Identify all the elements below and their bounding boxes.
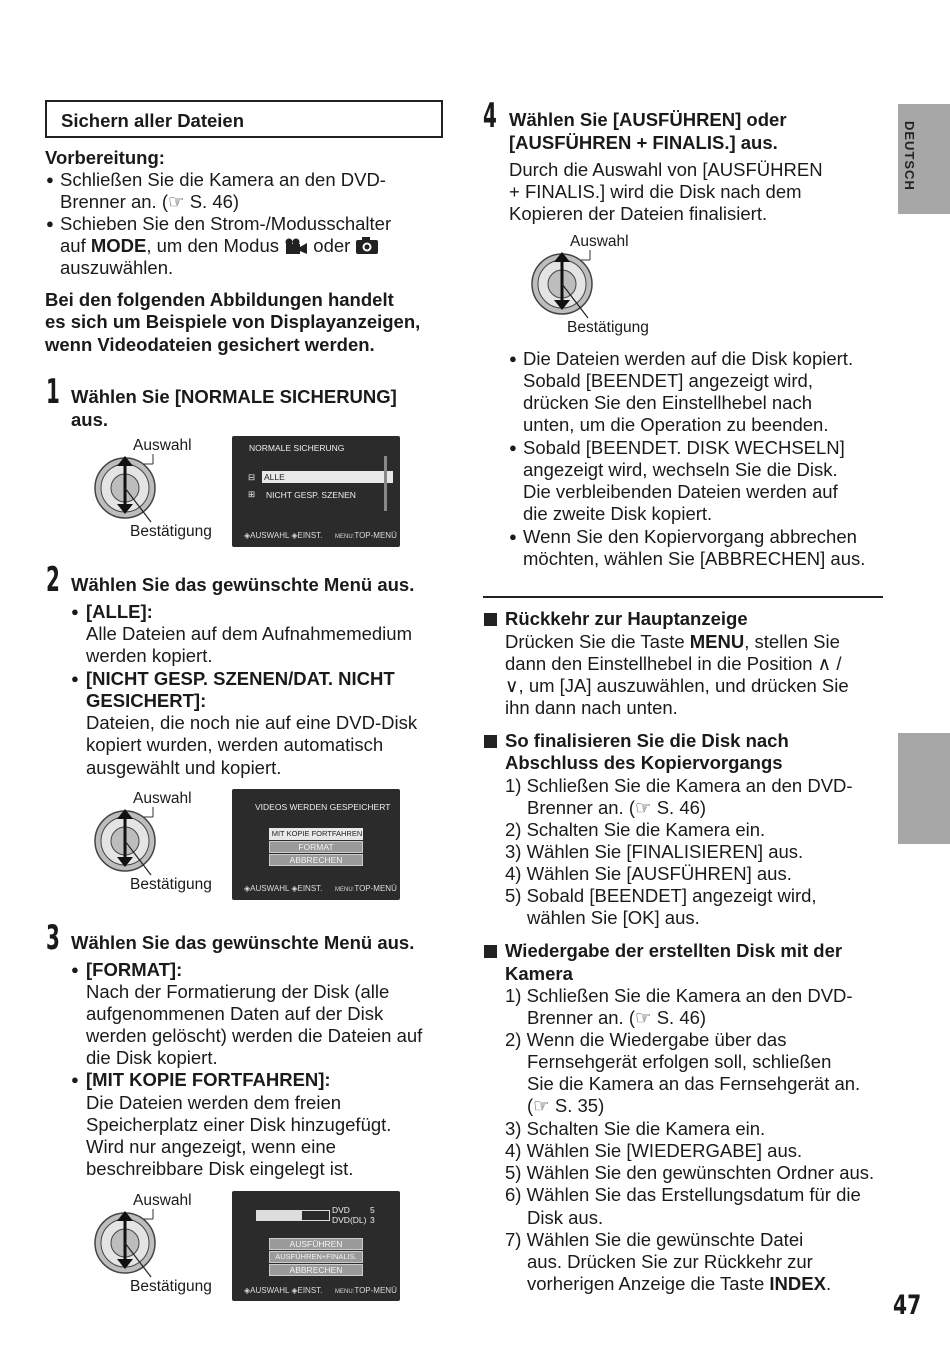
- disk-capacity-fill: [257, 1211, 302, 1220]
- finalize-step: 2) Schalten Sie die Kamera ein.: [505, 819, 766, 840]
- scrollbar: [384, 456, 387, 511]
- step-2-title: Wählen Sie das gewünschte Menü aus.: [71, 574, 415, 595]
- control-dial-icon: [530, 248, 602, 320]
- video-mode-icon: [284, 238, 308, 254]
- step-3-title: Wählen Sie das gewünschte Menü aus.: [71, 932, 415, 953]
- note-3-line-1: Wenn Sie den Kopiervorgang abbrechen: [523, 526, 857, 547]
- control-dial-icon: [93, 805, 165, 877]
- section-title-box: [45, 100, 443, 138]
- disk-icon: ⊞: [248, 489, 256, 499]
- section-return-line-4: ihn dann nach unten.: [505, 697, 678, 718]
- option-alle: [ALLE]:: [86, 601, 153, 622]
- menu-item-selected: ALLE: [262, 471, 393, 483]
- step-4-number: 4: [483, 96, 497, 136]
- section-title: Sichern aller Dateien: [61, 110, 245, 131]
- dial-confirm-label: Bestätigung: [130, 876, 212, 893]
- option-format-desc-4: die Disk kopiert.: [86, 1047, 218, 1068]
- option-mit-kopie-desc-4: beschreibbare Disk eingelegt ist.: [86, 1158, 354, 1179]
- dvd-label: DVD: [332, 1205, 350, 1215]
- example-note-line-2: es sich um Beispiele von Displayanzeigen,: [45, 311, 421, 332]
- prep-bullet-2-line-2: auf MODE, um den Modus oder: [60, 235, 379, 257]
- prep-title: Vorbereitung:: [45, 147, 165, 168]
- finalize-step: 4) Wählen Sie [AUSFÜHREN] aus.: [505, 863, 792, 884]
- playback-step: 1) Schließen Sie die Kamera an den DVD-: [505, 985, 853, 1006]
- playback-step: vorherigen Anzeige die Taste INDEX.: [527, 1273, 832, 1294]
- finalize-step: wählen Sie [OK] aus.: [527, 907, 700, 928]
- dial-select-label: Auswahl: [133, 1192, 192, 1209]
- square-bullet-icon: [484, 613, 497, 626]
- page-number: 47: [893, 1290, 922, 1321]
- step-3-number: 3: [46, 918, 60, 958]
- finalize-step: 5) Sobald [BEENDET] angezeigt wird,: [505, 885, 817, 906]
- screen-title: NORMALE SICHERUNG: [249, 443, 345, 453]
- note-1-line-1: Die Dateien werden auf die Disk kopiert.: [523, 348, 854, 369]
- option-format-desc-1: Nach der Formatierung der Disk (alle: [86, 981, 390, 1002]
- screen-footer: ◈AUSWAHL ◈EINST.: [244, 531, 323, 540]
- screen-footer-menu: MENU:TOP-MENÜ: [335, 884, 397, 893]
- step-1-title-line-1: Wählen Sie [NORMALE SICHERUNG]: [71, 386, 397, 407]
- option-alle-desc-1: Alle Dateien auf dem Aufnahmemedium: [86, 623, 412, 644]
- screen-footer-menu: MENU:TOP-MENÜ: [335, 1286, 397, 1295]
- disk-icon: ⊟: [248, 472, 256, 482]
- menu-item: NICHT GESP. SZENEN: [266, 490, 356, 500]
- note-1-line-4: unten, um die Operation zu beenden.: [523, 414, 829, 435]
- dial-confirm-label: Bestätigung: [567, 319, 649, 336]
- menu-item: ABBRECHEN: [269, 854, 363, 866]
- playback-step: 3) Schalten Sie die Kamera ein.: [505, 1118, 766, 1139]
- prep-bullet-1-line-2: Brenner an. (☞ S. 46): [60, 191, 240, 212]
- menu-item-selected: MIT KOPIE FORTFAHREN: [269, 828, 363, 840]
- screen-title: VIDEOS WERDEN GESPEICHERT: [255, 802, 391, 812]
- dvd-dl-count: 3: [370, 1215, 375, 1225]
- note-2-line-4: die zweite Disk kopiert.: [523, 503, 713, 524]
- step-2-number: 2: [46, 560, 60, 600]
- playback-step: Disk aus.: [527, 1207, 604, 1228]
- option-mit-kopie-desc-1: Die Dateien werden dem freien: [86, 1092, 342, 1113]
- screen-footer: ◈AUSWAHL ◈EINST.: [244, 884, 323, 893]
- option-alle-desc-2: werden kopiert.: [86, 645, 213, 666]
- dial-select-label: Auswahl: [570, 233, 629, 250]
- option-format-desc-2: aufgenommenen Daten auf der Disk: [86, 1003, 384, 1024]
- control-dial-icon: [93, 452, 165, 524]
- section-playback-title: Wiedergabe der erstellten Disk mit der: [484, 940, 842, 962]
- playback-step: 6) Wählen Sie das Erstellungsdatum für die: [505, 1184, 861, 1205]
- dvd-dl-label: DVD(DL): [332, 1215, 367, 1225]
- camera-mode-icon: [355, 237, 379, 254]
- step-4-desc-1: Durch die Auswahl von [AUSFÜHREN: [509, 159, 823, 180]
- square-bullet-icon: [484, 735, 497, 748]
- lcd-screen-saving: [232, 789, 400, 900]
- finalize-step: 1) Schließen Sie die Kamera an den DVD-: [505, 775, 853, 796]
- menu-item: AUSFÜHREN+FINALIS.: [269, 1251, 363, 1263]
- control-dial-icon: [93, 1207, 165, 1279]
- option-format-desc-3: werden gelöscht) werden die Dateien auf: [86, 1025, 423, 1046]
- screen-footer: ◈AUSWAHL ◈EINST.: [244, 1286, 323, 1295]
- option-mit-kopie-desc-3: Wird nur angezeigt, wenn eine: [86, 1136, 336, 1157]
- step-4-desc-2: + FINALIS.] wird die Disk nach dem: [509, 181, 802, 202]
- note-2-line-1: Sobald [BEENDET. DISK WECHSELN]: [523, 437, 845, 458]
- bullet-icon: ●: [509, 529, 517, 544]
- bullet-icon: ●: [46, 172, 54, 187]
- option-mit-kopie-desc-2: Speicherplatz einer Disk hinzugefügt.: [86, 1114, 392, 1135]
- bullet-icon: ●: [71, 604, 79, 619]
- bullet-icon: ●: [46, 216, 54, 231]
- step-1-number: 1: [46, 372, 60, 412]
- note-2-line-3: Die verbleibenden Dateien werden auf: [523, 481, 838, 502]
- side-tab-label: DEUTSCH: [902, 121, 917, 191]
- note-1-line-2: Sobald [BEENDET] angezeigt wird,: [523, 370, 813, 391]
- note-1-line-3: drücken Sie den Einstellhebel nach: [523, 392, 812, 413]
- section-return-title: Rückkehr zur Hauptanzeige: [484, 608, 748, 630]
- bullet-icon: ●: [71, 671, 79, 686]
- step-4-title-line-1: Wählen Sie [AUSFÜHREN] oder: [509, 109, 787, 130]
- bullet-icon: ●: [71, 962, 79, 977]
- playback-step: Sie die Kamera an das Fernsehgerät an.: [527, 1073, 861, 1094]
- screen-footer-menu: MENU:TOP-MENÜ: [335, 531, 397, 540]
- option-nicht-line-1: [NICHT GESP. SZENEN/DAT. NICHT: [86, 668, 395, 689]
- example-note-line-1: Bei den folgenden Abbildungen handelt: [45, 289, 394, 310]
- section-finalize-title-2: Abschluss des Kopiervorgangs: [505, 752, 783, 773]
- dvd-count: 5: [370, 1205, 375, 1215]
- dial-confirm-label: Bestätigung: [130, 523, 212, 540]
- menu-item: FORMAT: [269, 841, 363, 853]
- playback-step: 4) Wählen Sie [WIEDERGABE] aus.: [505, 1140, 803, 1161]
- option-mit-kopie: [MIT KOPIE FORTFAHREN]:: [86, 1069, 331, 1090]
- menu-item: AUSFÜHREN: [269, 1238, 363, 1250]
- dial-select-label: Auswahl: [133, 790, 192, 807]
- playback-step: aus. Drücken Sie zur Rückkehr zur: [527, 1251, 813, 1272]
- note-2-line-2: angezeigt wird, wechseln Sie die Disk.: [523, 459, 838, 480]
- option-format: [FORMAT]:: [86, 959, 183, 980]
- section-return-line-2: dann den Einstellhebel in die Position ∧ /: [505, 653, 842, 674]
- option-nicht-desc-1: Dateien, die noch nie auf eine DVD-Disk: [86, 712, 418, 733]
- prep-bullet-2-line-3: auszuwählen.: [60, 257, 174, 278]
- section-return-line-1: Drücken Sie die Taste MENU, stellen Sie: [505, 631, 840, 652]
- menu-item: ABBRECHEN: [269, 1264, 363, 1276]
- section-finalize-title: So finalisieren Sie die Disk nach: [484, 730, 789, 752]
- step-1-title-line-2: aus.: [71, 409, 109, 430]
- section-return-line-3: ∨, um [JA] auszuwählen, und drücken Sie: [505, 675, 849, 696]
- dial-confirm-label: Bestätigung: [130, 1278, 212, 1295]
- note-3-line-2: möchten, wählen Sie [ABBRECHEN] aus.: [523, 548, 866, 569]
- finalize-step: 3) Wählen Sie [FINALISIEREN] aus.: [505, 841, 804, 862]
- lcd-screen-execute: [232, 1191, 400, 1301]
- example-note-line-3: wenn Videodateien gesichert werden.: [45, 334, 375, 355]
- playback-step: 5) Wählen Sie den gewünschten Ordner aus.: [505, 1162, 875, 1183]
- playback-step: Fernsehgerät erfolgen soll, schließen: [527, 1051, 832, 1072]
- prep-bullet-1-line-1: Schließen Sie die Kamera an den DVD-: [60, 169, 386, 190]
- bullet-icon: ●: [509, 351, 517, 366]
- prep-bullet-2-line-1: Schieben Sie den Strom-/Modusschalter: [60, 213, 392, 234]
- disk-capacity-bar: [256, 1210, 330, 1221]
- bullet-icon: ●: [509, 440, 517, 455]
- dial-select-label: Auswahl: [133, 437, 192, 454]
- section-divider: [483, 596, 883, 598]
- option-nicht-line-2: GESICHERT]:: [86, 690, 207, 711]
- section-playback-title-2: Kamera: [505, 963, 573, 984]
- playback-step: Brenner an. (☞ S. 46): [527, 1007, 707, 1028]
- option-nicht-desc-2: kopiert wurden, werden automatisch: [86, 734, 384, 755]
- step-4-title-line-2: [AUSFÜHREN + FINALIS.] aus.: [509, 132, 778, 153]
- side-tab-marker: [898, 733, 950, 844]
- finalize-step: Brenner an. (☞ S. 46): [527, 797, 707, 818]
- step-4-desc-3: Kopieren der Dateien finalisiert.: [509, 203, 768, 224]
- playback-step: (☞ S. 35): [527, 1095, 605, 1116]
- bullet-icon: ●: [71, 1072, 79, 1087]
- option-nicht-desc-3: ausgewählt und kopiert.: [86, 757, 282, 778]
- playback-step: 7) Wählen Sie die gewünschte Datei: [505, 1229, 804, 1250]
- playback-step: 2) Wenn die Wiedergabe über das: [505, 1029, 787, 1050]
- square-bullet-icon: [484, 945, 497, 958]
- lcd-screen-normal-backup: [232, 436, 400, 547]
